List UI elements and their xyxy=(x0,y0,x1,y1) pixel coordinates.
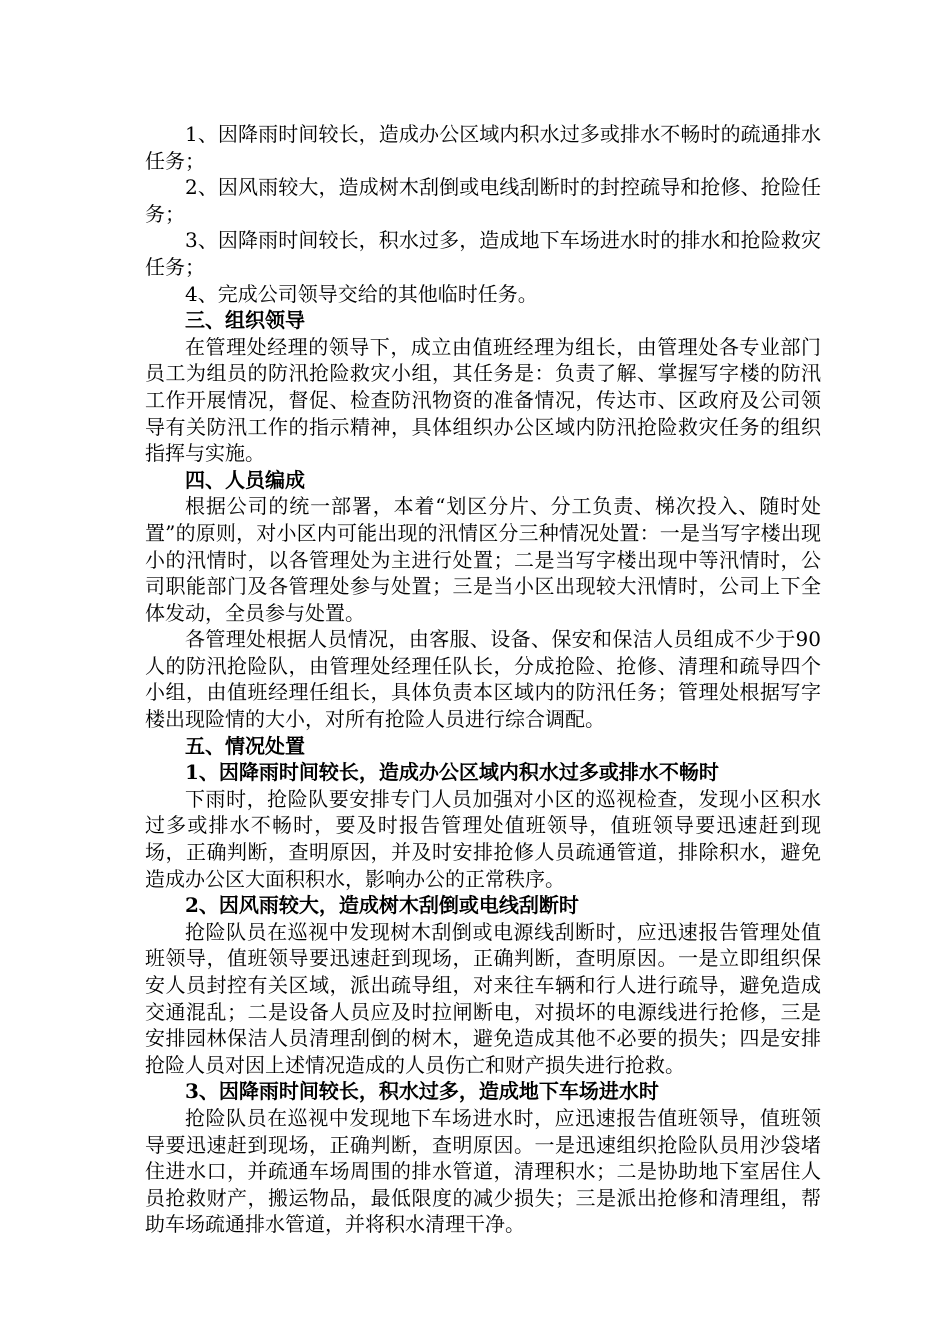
organization-paragraph: 在管理处经理的领导下，成立由值班经理为组长，由管理处各专业部门员工为组员的防汛抢险救灾小组，其任务是：负责了解、掌握写字楼的防汛工作开展情况，督促、检查防汛物资的准备情况，传达市、区政府及公司领导有关防汛工作的指示精神，具体组织办公区域内防汛抢险救灾任务的组织指挥与实施。 xyxy=(145,334,821,466)
subheading-waterlogging: 1、因降雨时间较长，造成办公区域内积水过多或排水不畅时 xyxy=(185,760,719,785)
document-body xyxy=(145,121,821,1238)
subheading-trees-wires: 2、因风雨较大，造成树木刮倒或电线刮断时 xyxy=(185,893,579,918)
task-item-2: 2、因风雨较大，造成树木刮倒或电线刮断时的封控疏导和抢修、抢险任务； xyxy=(145,175,821,226)
staffing-paragraph-2: 各管理处根据人员情况，由客服、设备、保安和保洁人员组成不少于90人的防汛抢险队，由管理处经理任队长，分成抢险、抢修、清理和疏导四个小组，由值班经理任组长，具体负责本区域内的防汛任务；管理处根据写字楼出现险情的大小，对所有抢险人员进行综合调配。 xyxy=(145,627,821,732)
task-item-4: 4、完成公司领导交给的其他临时任务。 xyxy=(185,281,538,306)
section-heading-organization: 三、组织领导 xyxy=(185,308,305,333)
task-item-3: 3、因降雨时间较长，积水过多，造成地下车场进水时的排水和抢险救灾任务； xyxy=(145,228,821,279)
parking-flooding-paragraph: 抢险队员在巡视中发现地下车场进水时，应迅速报告值班领导，值班领导要迅速赶到现场，正确判断，查明原因。一是迅速组织抢险队员用沙袋堵住进水口，并疏通车场周围的排水管道，清理积水；二是协助地下室居住人员抢救财产，搬运物品，最低限度的减少损失；三是派出抢修和清理组，帮助车场疏通排水管道，并将积水清理干净。 xyxy=(145,1105,821,1237)
subheading-parking-flooding: 3、因降雨时间较长，积水过多，造成地下车场进水时 xyxy=(185,1079,659,1104)
section-heading-handling: 五、情况处置 xyxy=(185,733,305,758)
task-item-1: 1、因降雨时间较长，造成办公区域内积水过多或排水不畅时的疏通排水任务； xyxy=(145,122,821,173)
staffing-paragraph-1: 根据公司的统一部署，本着“划区分片、分工负责、梯次投入、随时处置”的原则，对小区内可能出现的汛情区分三种情况处置：一是当写字楼出现小的汛情时，以各管理处为主进行处置；二是当写字楼出现中等汛情时，公司职能部门及各管理处参与处置；三是当小区出现较大汛情时，公司上下全体发动，全员参与处置。 xyxy=(145,494,821,625)
trees-wires-paragraph: 抢险队员在巡视中发现树木刮倒或电源线刮断时，应迅速报告管理处值班领导，值班领导要迅速赶到现场，正确判断，查明原因。一是立即组织保安人员封控有关区域，派出疏导组，对来往车辆和行人进行疏导，避免造成交通混乱；二是设备人员应及时拉闸断电，对损坏的电源线进行抢修，三是安排园林保洁人员清理刮倒的树木，避免造成其他不必要的损失；四是安排抢险人员对因上述情况造成的人员伤亡和财产损失进行抢救。 xyxy=(145,919,821,1077)
section-heading-staffing: 四、人员编成 xyxy=(185,467,305,492)
waterlogging-paragraph: 下雨时，抢险队要安排专门人员加强对小区的巡视检查，发现小区积水过多或排水不畅时，要及时报告管理处值班领导，值班领导要迅速赶到现场，正确判断，查明原因，并及时安排抢修人员疏通管道，排除积水，避免造成办公区大面积积水，影响办公的正常秩序。 xyxy=(145,786,821,891)
